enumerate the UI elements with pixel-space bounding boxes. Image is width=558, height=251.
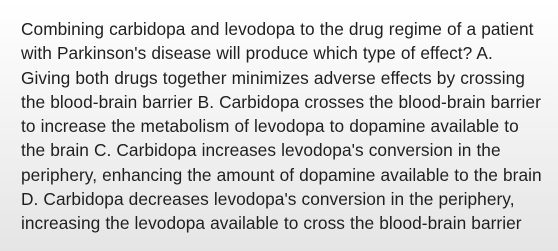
question-text: Combining carbidopa and levodopa to the drug regime of a patient with Parkinson's disease will produce which type of effect? A. Giving both drugs together minimizes adverse effects by crossing the blood-brain barrier B. Carbidopa crosses the blood-brain barrier to increase the metabolism of levodopa to dopamine available to the brain C. Carbidopa increases levodopa's conversion in the periphery, enhancing the amount of dopamine available to the brain D. Carbidopa decreases levodopa's conversion in the periphery, increasing the levodopa available to cross the blood-brain barrier [21, 19, 542, 234]
